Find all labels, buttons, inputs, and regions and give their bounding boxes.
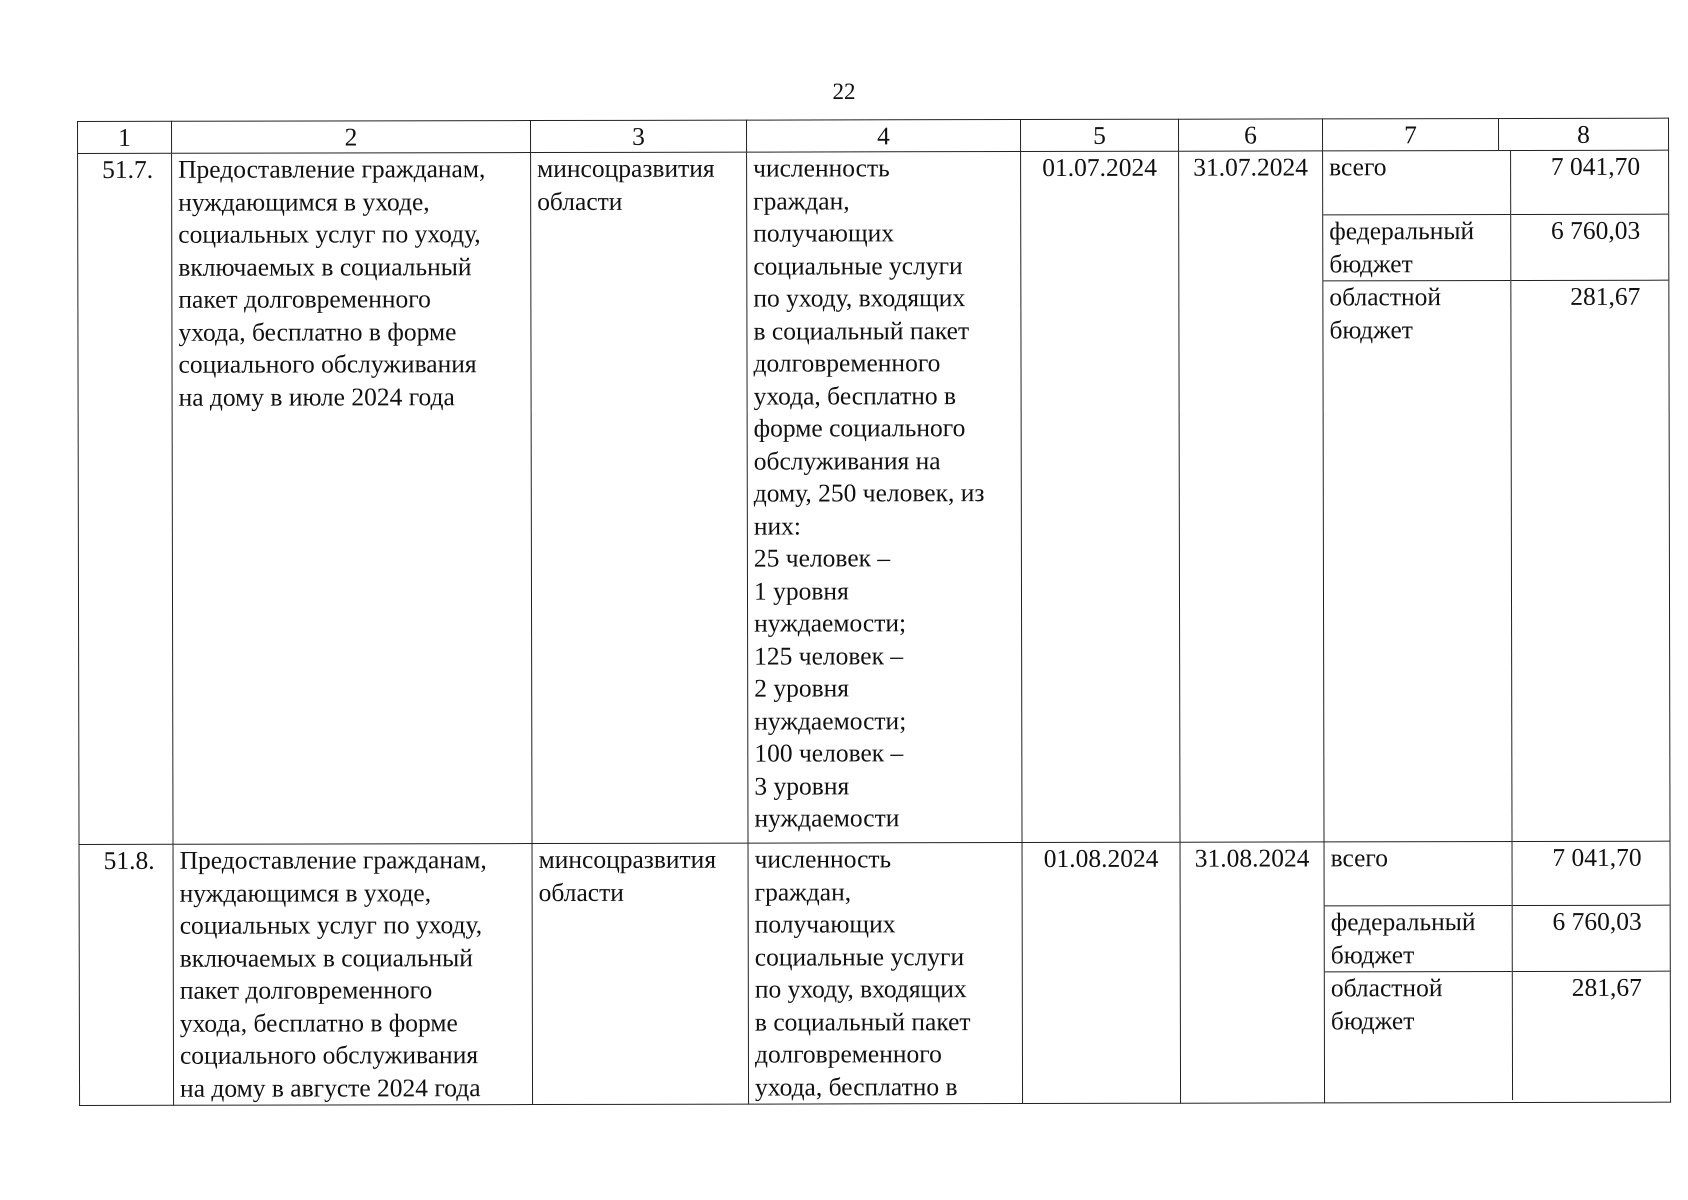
row-number: 51.7. [78,153,173,844]
measure-description: Предоставление гражданам, нуждающимся в уходе, социальных услуг по уходу, включаемых в социальный пакет долговременного ухода, бесплатно в форме социального обслуживания на дому в июле 2024 года [172,153,532,845]
column-header-3: 3 [531,120,747,152]
funding-source: областной бюджет [1323,280,1512,841]
table-row [79,841,1671,1105]
table-row [78,150,1670,844]
executor: минсоцразвития области [532,843,749,1104]
funding-row-total [1325,842,1670,906]
row-number: 51.8. [79,844,174,1105]
funding-source: всего [1325,842,1513,906]
funding-table [1323,151,1669,842]
funding-amount: 6 760,03 [1511,214,1669,280]
funding-amount: 281,67 [1511,280,1670,841]
column-header-8: 8 [1577,119,1590,149]
measure-description: Предоставление гражданам, нуждающимся в уходе, социальных услуг по уходу, включаемых в социальный пакет долговременного ухода, бесплатно в форме социального обслуживания на дому в августе 2024 года [173,844,533,1106]
funding-amount: 7 041,70 [1550,151,1641,181]
header-split [1323,119,1668,151]
column-header-6: 6 [1178,119,1322,151]
start-date: 01.08.2024 [1022,842,1181,1103]
result-indicator: численность граждан, получающих социальные услуги по уходу, входящих в социальный пакет долговременного ухода, бесплатно в [748,843,1023,1105]
funding-source: всего [1323,151,1511,215]
column-header-1: 1 [78,121,172,153]
end-date: 31.07.2024 [1179,151,1324,842]
funding-block [1323,150,1670,842]
result-indicator: численность граждан, получающих социальные услуги по уходу, входящих в социальный пакет долговременного ухода, бесплатно в форме социального обслуживания на дому, 250 человек, из них: 25 человек – 1 уровня нуждаемости; 125 человек – 2 уровня нуждаемости; 100 человек – 3 уровня нуждаемости [747,152,1022,844]
end-date: 31.08.2024 [1180,842,1325,1103]
column-header-7-8 [1322,118,1668,151]
funding-amount: 7 041,70 [1552,842,1642,872]
column-header-2: 2 [172,121,531,154]
funding-table [1325,842,1671,1101]
measures-table [77,118,1671,1106]
column-header-4: 4 [746,120,1020,153]
funding-row-federal [1325,905,1670,972]
funding-row-regional [1323,280,1669,841]
column-header-7: 7 [1323,119,1499,150]
document-sheet [77,118,1670,1106]
start-date: 01.07.2024 [1021,151,1180,842]
funding-amount: 281,67 [1512,971,1670,1100]
funding-source: федеральный бюджет [1325,905,1513,971]
funding-row-federal [1323,214,1668,281]
funding-row-regional [1325,971,1670,1100]
column-header-5: 5 [1020,119,1178,151]
funding-source: федеральный бюджет [1323,214,1511,280]
funding-amount: 6 760,03 [1512,905,1670,971]
funding-row-total [1323,151,1668,215]
executor: минсоцразвития области [531,152,748,843]
funding-block [1324,841,1671,1103]
column-number-row [78,118,1669,153]
funding-source: областной бюджет [1325,971,1513,1100]
page-number: 22 [832,79,856,104]
